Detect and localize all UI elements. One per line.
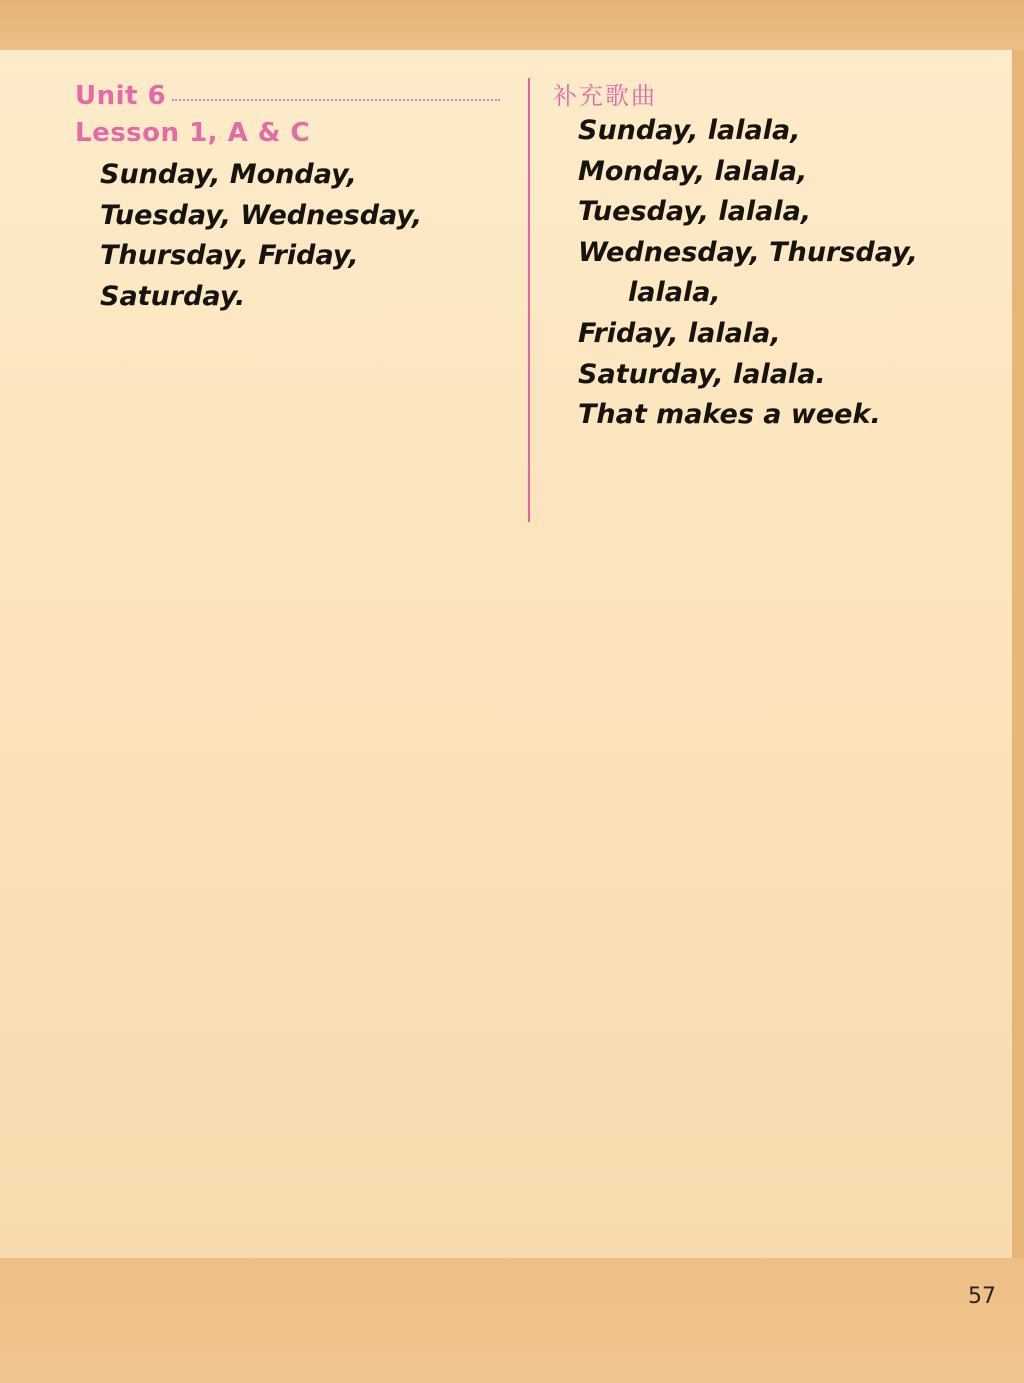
lyric-line: Sunday, Monday,: [100, 159, 357, 190]
supplementary-song-title: 补充歌曲: [553, 82, 657, 110]
lyric-line: lalala,: [628, 277, 721, 309]
lyric-line: That makes a week.: [578, 399, 881, 431]
lyric-line: Monday, lalala,: [578, 155, 808, 187]
column-divider: [528, 78, 530, 522]
lesson-heading: Lesson 1, A & C: [75, 118, 311, 148]
unit-heading-row: [75, 78, 500, 114]
lyric-line: Tuesday, lalala,: [578, 196, 812, 228]
lyric-line: Saturday, lalala.: [578, 358, 826, 390]
lyric-line: Sunday, lalala,: [578, 115, 801, 146]
lyric-line: Saturday.: [100, 280, 246, 312]
dot-leader: [172, 99, 500, 101]
lyric-line: Wednesday, Thursday,: [578, 236, 918, 268]
page-right-edge: [1012, 50, 1024, 1258]
lyric-line: Tuesday, Wednesday,: [100, 199, 423, 231]
left-song-lyrics: [100, 155, 422, 317]
unit-heading: Unit 6: [75, 81, 167, 111]
page-top-band: [0, 0, 1024, 52]
lyric-line: Thursday, Friday,: [100, 240, 359, 272]
page-number: 57: [968, 1284, 996, 1309]
right-song-lyrics: [578, 111, 918, 436]
page-bottom-band: [0, 1258, 1024, 1383]
lyric-line: Friday, lalala,: [578, 317, 781, 349]
